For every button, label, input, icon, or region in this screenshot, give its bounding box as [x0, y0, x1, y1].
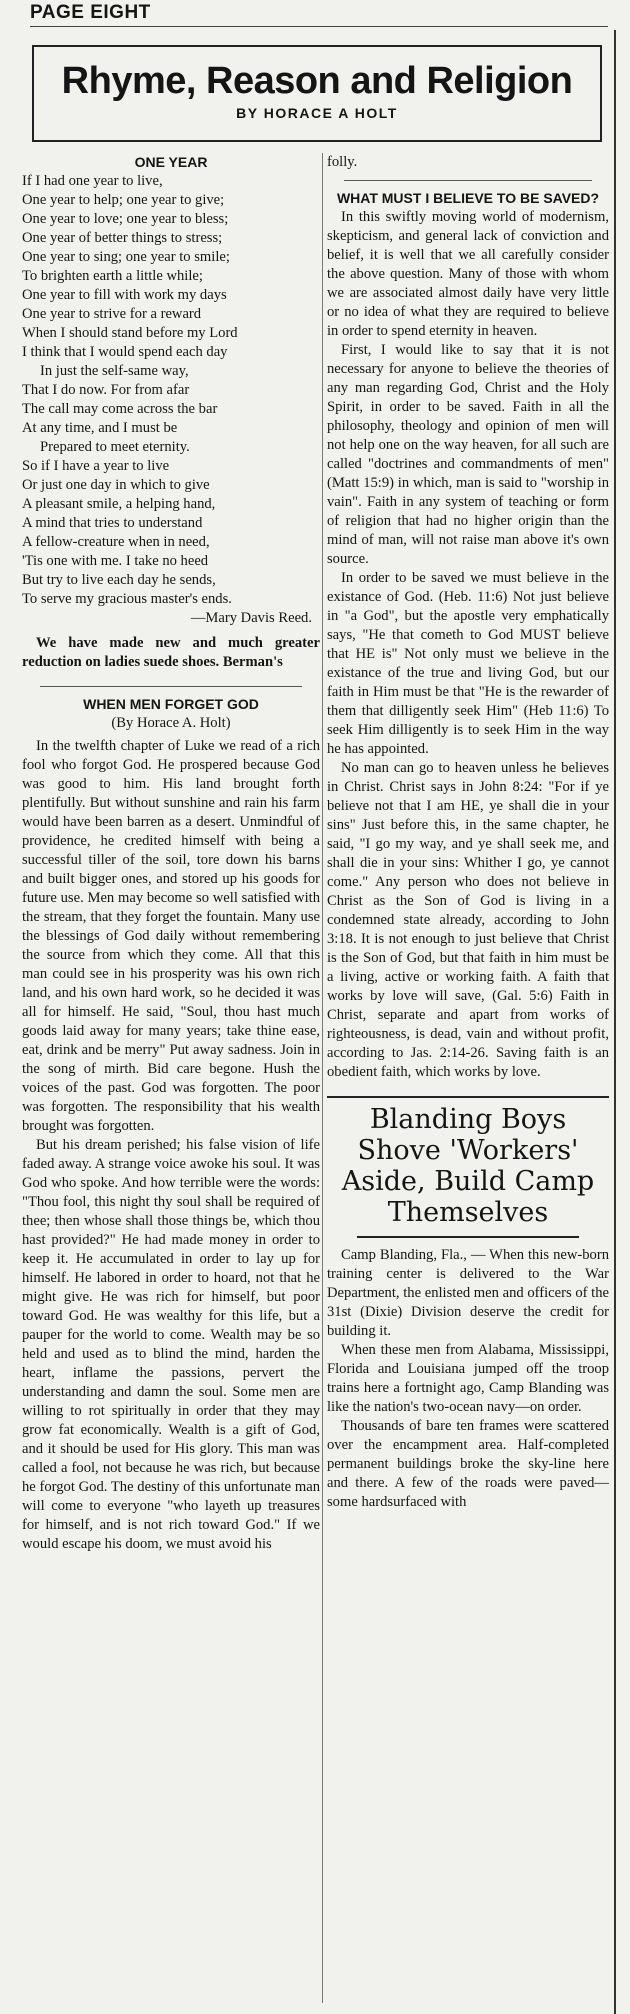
column-divider — [322, 153, 323, 2003]
poem-line: To brighten earth a little while; — [22, 268, 203, 284]
advertisement: We have made new and much greater reduction on ladies suede shoes. Berman's — [22, 635, 320, 670]
article-byline: (By Horace A. Holt) — [111, 715, 231, 731]
poem-line: 'Tis one with me. I take no heed — [22, 553, 209, 569]
article-headline: WHEN MEN FORGET GOD — [83, 696, 259, 712]
poem-line: One year to strive for a reward — [22, 306, 202, 322]
poem-line: Or just one day in which to give — [22, 477, 210, 493]
article-paragraph: In order to be saved we must believe in the existance of God. (Heb. 11:6) Not just believe in "a God", but the apostle very emphatically says, "He that cometh to God MUST believe that HE is" Not only must we believe in the existance of the true and living God, but our faith in Him must be that "He is the rewarder of them that dilligently seek Him" (Heb 11:6) To seek Him dilligently is to seek Him in the way he has appointed. — [327, 570, 609, 757]
poem-line: If I had one year to live, — [22, 173, 163, 189]
article-paragraph: No man can go to heaven unless he believes in Christ. Christ says in John 8:24: "For if ye believe not that I am HE, ye shall die in your sins" Just before this, in the same chapter, he said, "I go my way, and ye shall seek me, and shall die in your sins: Whither I go, ye cannot come." Any person who does not believe in Christ as the Son of God is living in a condemned state already, according to John 3:18. It is not enough to just believe that Christ is the Son of God, but that faith in him must be a living, active or working faith. A faith that works by love will save, (Gal. 5:6) Faith in Christ, separate and apart from works of righteousness, is dead, vain and without profit, according to Jas. 2:14-26. Saving faith is an obedient faith, which works by love. — [327, 760, 609, 1080]
poem-line: One year to help; one year to give; — [22, 192, 225, 208]
section-rule — [40, 686, 302, 687]
article-paragraph: But his dream perished; his false vision of life faded away. A strange voice awoke his soul. It was God who spoke. And how terrible were the words: "Thou fool, this night thy soul shall be required of thee; then whose shall those things be, which thou hast provided?" He had made money in order to keep it. He accumulated in order to lay up for himself. He labored in order to hoard, not that he might give. He was rich for himself, but poor toward God. He was wealthy for this life, but a pauper for the world to come. Wealth may be so held and used as to blind the mind, harden the heart, inflame the passions, pervert the understanding and damn the soul. Some men are willing to rot spiritually in order that they may grow fat economically. Wealth is a gift of God, and it should be used for His glory. This man was called a fool, not because he was rich, but because he forgot God. The destiny of this unfortunate man will come to everyone "who layeth up treasures for himself, and is not rich toward God." If we would escape his doom, we must avoid his — [22, 1137, 320, 1552]
article-paragraph: In this swiftly moving world of modernism, skepticism, and general lack of conviction and belief, it is well that we all carefully consider the above question. Many of those with whom we are associated almost daily have very little or no idea of what they are required to believe in order to spend eternity in heaven. — [327, 209, 609, 339]
poem-line: I think that I would spend each day — [22, 344, 228, 360]
column-title: Rhyme, Reason and Religion — [61, 60, 573, 102]
article-body — [327, 208, 609, 1082]
poem-line: One year to love; one year to bless; — [22, 211, 229, 227]
poem-signature: —Mary Davis Reed. — [190, 610, 312, 626]
poem-line: When I should stand before my Lord — [22, 325, 238, 341]
article-paragraph: When these men from Alabama, Mississippi, Florida and Louisiana jumped off the troop trains here a fortnight ago, Camp Blanding was like the nation's two-ocean navy—on order. — [327, 1342, 609, 1415]
poem-line: To serve my gracious master's ends. — [22, 591, 232, 607]
article-paragraph: Thousands of bare ten frames were scattered over the encampment area. Half-completed permanent buildings broke the sky-line here and there. A few of the roads were paved—some hardsurfaced with — [327, 1418, 609, 1510]
news-headline-text: Blanding Boys Shove 'Workers' Aside, Build Camp Themselves — [341, 1104, 595, 1228]
poem-line: One year to sing; one year to smile; — [22, 249, 230, 265]
news-headline — [327, 1096, 609, 1238]
poem-line: So if I have a year to live — [22, 458, 170, 474]
poem-line: At any time, and I must be — [22, 420, 178, 436]
article-body — [22, 737, 320, 1554]
article-headline: WHAT MUST I BELIEVE TO BE SAVED? — [336, 190, 600, 206]
poem-line: In just the self-same way, — [40, 363, 189, 379]
headline-rule — [357, 1236, 579, 1238]
section-rule — [344, 180, 592, 181]
poem-line: One year of better things to stress; — [22, 230, 223, 246]
poem-line: A mind that tries to understand — [22, 515, 203, 531]
poem-line: One year to fill with work my days — [22, 287, 227, 303]
article-paragraph: First, I would like to say that it is not necessary for anyone to believe the theories of any man regarding God, Christ and the Holy Spirit, in order to be saved. Faith in all the philosophy, theology and opinion of men will not help one on the way heaven, for all such are called "doctrines and commandments of men" (Matt 15:9) in which, man is said to "worship in vain". Faith in any system of teaching or form of religion that had no higher origin than the mind of man, will not raise man above it's own source. — [327, 342, 609, 567]
poem-line: Prepared to meet eternity. — [40, 439, 190, 455]
right-column — [327, 153, 609, 1512]
article-continuation — [327, 153, 609, 172]
poem-line: That I do now. For from afar — [22, 382, 190, 398]
column-byline: BY HORACE A HOLT — [236, 105, 398, 121]
article-paragraph: folly. — [327, 154, 358, 170]
column-masthead — [32, 45, 602, 142]
poem-line: A fellow-creature when in need, — [22, 534, 210, 550]
poem-line: A pleasant smile, a helping hand, — [22, 496, 216, 512]
news-body — [327, 1246, 609, 1512]
article-paragraph: In the twelfth chapter of Luke we read of a rich fool who forgot God. He prospered because God was good to him. His land brought forth plentifully. But without sunshine and rain his farm would have been barren as a desert. Unmindful of providence, he credited himself with being a successful tiller of the soil, tore down his barns and built bigger ones, and stored up his goods for future use. Men may become so well satisfied with the stream, that they forget the fountain. Many use the blessings of God daily without remembering the source from which they come. All that this man could see in his prosperity was his own rich land, and his own hard work, so he decided it was all for himself. He said, "Soul, thou hast much goods laid away for many years; take thine ease, eat, drink and be merry" Put away sadness. Join in the song of mirth. Bid care begone. Hush the voices of the past. God was forgotten. The poor was forgotten. The responsibility that his wealth brought was forgotten. — [22, 738, 320, 1134]
right-page-border — [614, 30, 616, 2014]
poem-line: The call may come across the bar — [22, 401, 218, 417]
poem — [22, 172, 320, 609]
left-column — [22, 153, 320, 1554]
poem-title: ONE YEAR — [134, 154, 208, 170]
article-paragraph: Camp Blanding, Fla., — When this new-born training center is delivered to the War Department, the enlisted men and officers of the 31st (Dixie) Division deserve the credit for building it. — [327, 1247, 609, 1339]
top-rule — [30, 26, 608, 27]
page-label: PAGE EIGHT — [30, 2, 151, 23]
poem-line: But try to live each day he sends, — [22, 572, 216, 588]
